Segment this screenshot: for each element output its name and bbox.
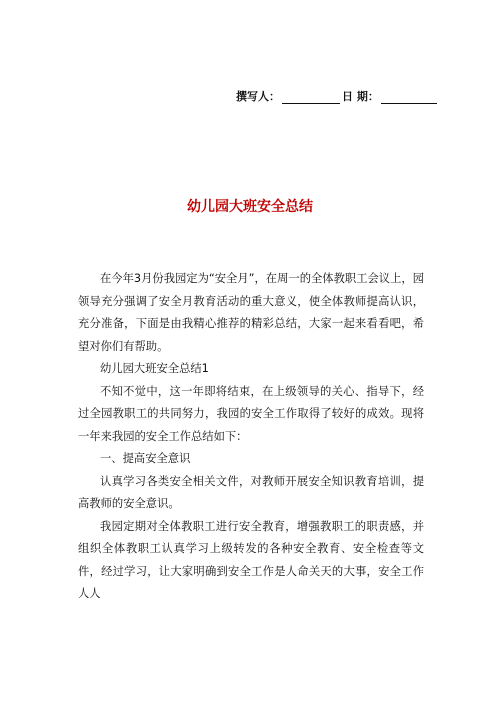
paragraph-education: 我园定期对全体教职工进行安全教育，增强教职工的职责感，并组织全体教职工认真学习上级转发的各种安全教育、安全检查等文件，经过学习，让大家明确到安全工作是人命关天的大事，安全工作人人 (78, 519, 424, 600)
subsection-heading: 一、提高安全意识 (100, 452, 191, 465)
document-title: 幼儿园大班安全总结 (187, 199, 313, 215)
author-label: 撰写人： (236, 90, 280, 103)
section-heading: 幼儿园大班安全总结1 (100, 362, 209, 375)
date-blank (381, 91, 437, 104)
date-label: 日 期： (342, 90, 379, 103)
paragraph-study: 认真学习各类安全相关文件，对教师开展安全知识教育培训，提高教师的安全意识。 (78, 474, 424, 510)
paragraph-intro: 在今年3月份我园定为“安全月”，在周一的全体教职工会议上，园领导充分强调了安全月教育活动的重大意义，使全体教师提高认识，充分准备，下面是由我精心推荐的精彩总结，大家一起来看看吧，希望对你们有帮助。 (78, 272, 424, 353)
paragraph-summary: 不知不觉中，这一年即将结束，在上级领导的关心、指导下，经过全园教职工的共同努力，我园的安全工作取得了较好的成效。现将一年来我园的安全工作总结如下： (78, 384, 424, 443)
document-header (236, 88, 437, 104)
document-body (78, 268, 424, 606)
author-blank (282, 91, 340, 104)
